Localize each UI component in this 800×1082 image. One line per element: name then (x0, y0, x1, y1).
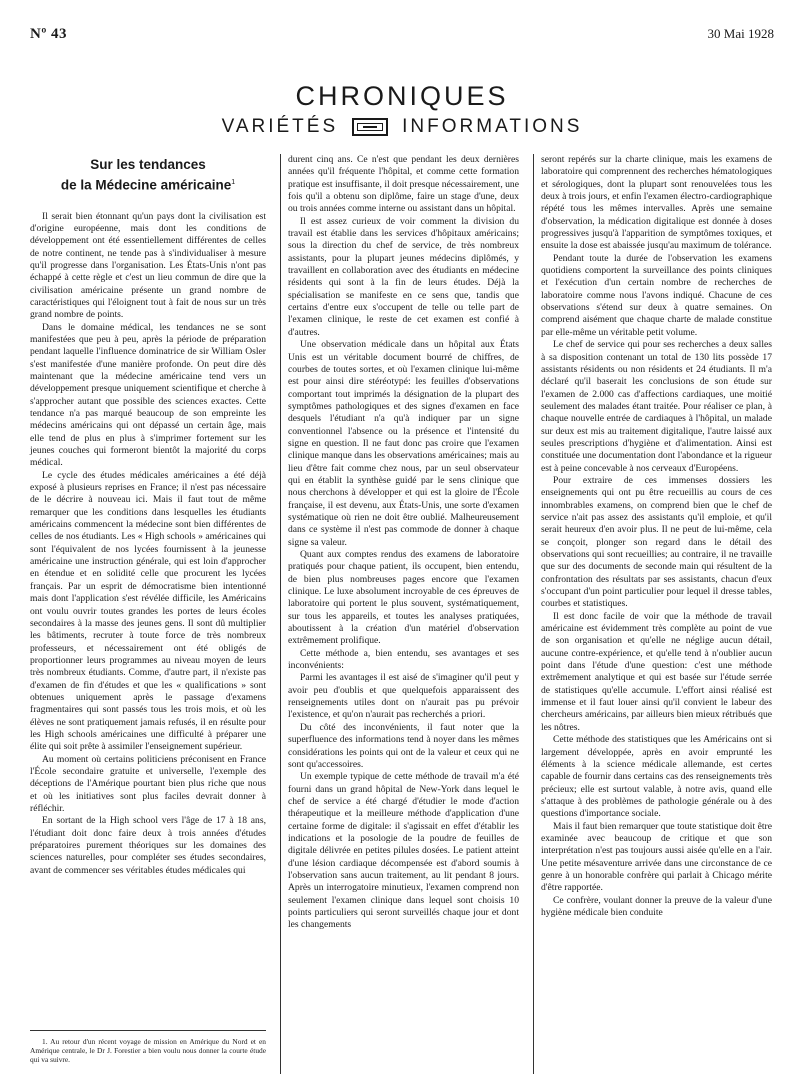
paragraph: seront repérés sur la charte clinique, mais les examens de laboratoire qui comprennent des recherches hématologiques et sérologiques, dont la plupart sont renouvelées tous les deux à trois jours, et enfin l'examen électro-cardiographique répété tous les mêmes intervalles. Après une semaine d'observation, la médication digitalique est donnée à doses progressives jusqu'à l'apparition de symptômes toxiques, et ensuite la dose est abaissée jusqu'au maximum de tolérance. (541, 154, 772, 252)
paragraph: Parmi les avantages il est aisé de s'imaginer qu'il peut y avoir peu d'oublis et que quelquefois apparaissent des renseignements utiles dont on n'aurait pas pu prévoir l'existence, et qu'on n'aurait pas recherchés a priori. (288, 672, 519, 721)
paragraph: Pendant toute la durée de l'observation les examens quotidiens comportent la surveillance des points cliniques et l'exécution d'un certain nombre de recherches de laboratoire comme nous l'avons indiqué. Chacune de ces observations s'étend sur deux à quatre semaines. On comprend aisément que chaque charte de malade constitue par elle-même un véritable petit volume. (541, 252, 772, 338)
paragraph: Pour extraire de ces immenses dossiers les enseignements qui ont pu être recueillis au cours de ces innombrables examens, on comprend bien que le chef de service n'ait pas assez des assistants qu'il emploie, et qu'il serait heureux d'en avoir plus. Il ne peut de lui-même, cela se conçoit, plonger son regard dans le détail des observations qui sont recueillies; au contraire, il ne travaille que sur des documents de seconde main qui résultent de la confrontation des résultats par ses assistants, chacun d'eux s'occupant d'un point particulier pour lequel il dresse tables, courbes et statistiques. (541, 474, 772, 610)
paragraph: Il est assez curieux de voir comment la division du travail est établie dans les services d'hôpitaux américains; sous la direction du chef de service, de très nombreux assistants, pour la plupart jeunes médecins diplômés, y travaillent en collaboration avec des étudiants en médecine résidents qui sont à la fin de leurs études. Déjà la spécialisation se manifeste en ce sens que, tandis que certains d'entre eux s'occupent de telle ou telle part de l'examen clinique, le reste de cet examen est confié à d'autres. (288, 215, 519, 338)
paragraph: Un exemple typique de cette méthode de travail m'a été fourni dans un grand hôpital de New-York dans lequel le chef de service a été chargé d'étudier le mode d'action thérapeutique et la meilleure méthode d'application d'une certaine forme de digitale: il s'agissait en effet d'établir les indications et la posologie de la poudre de feuilles de digitale délivrée en petites pilules dosées. Le patient atteint d'une lésion cardiaque décompensée est d'abord soumis à l'observation sans aucun traitement, au lit pendant 8 jours. Après un interrogatoire minutieux, l'examen comprend non seulement l'examen clinique dans lequel sont choisis 10 points particuliers qui seront surveillés chaque jour et dont les changements (288, 771, 519, 931)
paragraph: Mais il faut bien remarquer que toute statistique doit être examinée avec beaucoup de critique et que son interprétation n'est pas toujours aussi aisée qu'elle en a l'air. Une petite mésaventure arrivée dans une circonstance de ce genre à un honorable confrère qui parlait à Chicago mérite d'être rapportée. (541, 820, 772, 894)
column-3 (533, 154, 772, 1074)
article-body (30, 154, 774, 1074)
article-title-line1: Sur les tendances (90, 157, 206, 172)
masthead-title: CHRONIQUES (295, 81, 509, 111)
masthead-right: INFORMATIONS (402, 116, 583, 137)
page-header (30, 26, 774, 43)
decorative-ornament-icon (352, 118, 388, 136)
paragraph: Quant aux comptes rendus des examens de laboratoire pratiqués pour chaque patient, ils occupent, bien entendu, de bien plus nombreuses pages encore que l'examen clinique. Le luxe absolument incroyable de ces épreuves de laboratoire qui portent le plus souvent, systématiquement, sur tous les appareils, et toutes les analyses pratiquées, aboutissent à la création d'un matériel d'observation extrêmement prolifique. (288, 549, 519, 647)
column-1 (30, 154, 266, 1074)
masthead (30, 81, 774, 138)
paragraph: Le chef de service qui pour ses recherches a deux salles à sa disposition contenant un total de 130 lits possède 17 assistants résidents ou non résidents et 24 étudiants. Il m'a déclaré qu'il baserait les conclusions de son étude sur l'examen de 2.000 cas d'affections cardiaques, une moitié seulement des malades étant traitée. Pour réaliser ce plan, à chaque nouvelle entrée de cardiaques à l'hôpital, un malade sur deux est mis au traitement digitalique, l'autre laissé aux seules prescriptions d'hygiène et d'alimentation. Ainsi est constituée une documentation dont l'abondance et la rigueur est à peine concevable à nos cerveaux d'Européens. (541, 339, 772, 474)
paragraph: Il est donc facile de voir que la méthode de travail américaine est évidemment très complète au point de vue de son organisation et qu'elle ne néglige aucun détail, aucune contre-expérience, et qu'elle tend à n'oublier aucun point dans l'étude d'une question: c'est une méthode extrêmement analytique et qui est basée sur l'étude serrée de statistiques qu'elle accumule. L'effort ainsi réalisé est immense et il faut louer ainsi qu'il convient le labeur des chercheurs américains, par ailleurs bien mieux rétribués que les nôtres. (541, 610, 772, 733)
paragraph: Dans le domaine médical, les tendances ne se sont manifestées que peu à peu, après la période de préparation pendant laquelle l'influence dominatrice de sir William Osler s'est manifestée d'une manière profonde. On peut dire dès maintenant que la médecine américaine tend vers un développement presque uniquement scientifique et cherche à s'approcher autant que possible des sciences exactes. Cette tendance n'a pas marqué beaucoup de son empreinte les médecins américains qui ont dépassé un certain âge, mais elle tend de plus en plus à s'imprimer fortement sur les jeunes couches qui formeront bientôt la majorité du corps médical. (30, 321, 266, 469)
article-title (30, 156, 266, 195)
footnote-marker: 1 (231, 179, 236, 186)
paragraph: Au moment où certains politiciens préconisent en France l'École secondaire gratuite et universelle, l'exemple des déceptions de l'Amérique pourtant bien plus riche que nous et où les initiatives sont plus faciles devrait donner à réfléchir. (30, 753, 266, 814)
paragraph: Le cycle des études médicales américaines a été déjà exposé à plusieurs reprises en France; il n'est pas nécessaire de le décrire à nouveau ici. Mais il faut tout de même remarquer que les conditions dans lesquelles les étudiants américains commencent la médecine sont bien différentes de celles de nos étudiants. Les « High schools » américaines qui sont l'équivalent de nos lycées fournissent à la jeunesse américaine une instruction générale, qui est loin d'approcher en étendue et en solidité celle que procurent les lycées français. Par un esprit de démocratisme bien intentionné mais dont l'application s'est révélée difficile, les Américains ont voulu ouvrir toutes grandes les portes de leurs écoles secondaires à la masse des jeunes gens. Il sont dû multiplier les bâtiments, recruter à toute force de très nombreux professeurs, et nécessairement ont été obligés de proportionner leurs programmes au niveau moyen de leurs très nombreux étudiants. Comme, d'autre part, il n'existe pas d'examen de fin d'études et que les « qualifications » sont obtenues uniquement après le passage d'examens fragmentaires qui sont passés tous les trois mois, et où les élèves ne sont pratiquement jamais refusés, il en résulte pour les High schools américaines une difficulté à préparer une élite qui soit prête à assimiler l'enseignement supérieur. (30, 469, 266, 753)
paragraph: Ce confrère, voulant donner la preuve de la valeur d'une hygiène médicale bien conduite (541, 894, 772, 918)
masthead-left: VARIÉTÉS (221, 116, 339, 137)
paragraph: Du côté des inconvénients, il faut noter que la superfluence des informations tend à noyer dans les mêmes considérations les points qui ont de la valeur et ceux qui ne sont qu'accessoires. (288, 721, 519, 770)
paragraph: Il serait bien étonnant qu'un pays dont la civilisation est d'origine européenne, mais dont les conditions de développement ont été essentiellement différentes de celles de notre continent, ne tende pas à s'individualiser à mesure qu'il progresse dans l'organisation. Les États-Unis n'ont pas échappé à cette règle et c'est un lieu commun de dire que la civilisation américaine présente un grand nombre de caractéristiques qui l'éloignent tout à fait de nous sur un très grand nombre de points. (30, 210, 266, 321)
column-2 (280, 154, 519, 1074)
footnote-text: 1. Au retour d'un récent voyage de mission en Amérique du Nord et en Amérique centrale, le Dr J. Forestier a bien voulu nous donner la courte étude qui va suivre. (30, 1037, 266, 1064)
paragraph: Cette méthode des statistiques que les Américains ont si largement développée, après en avoir emprunté les éléments à la science médicale allemande, est certes capable de fournir dans certains cas des renseignements très précieux; elle est surtout valable, à notre avis, quand elle s'attaque à des problèmes de pathologie générale ou à des questions d'importance sociale. (541, 734, 772, 820)
paragraph: durent cinq ans. Ce n'est que pendant les deux dernières années qu'il fréquente l'hôpital, et comme cette formation pratique est insuffisante, il doit presque nécessairement, une fois qu'il a obtenu son diplôme, faire un stage d'une, deux ou trois années comme interne ou assistant dans un hôpital. (288, 154, 519, 215)
paragraph: Cette méthode a, bien entendu, ses avantages et ses inconvénients: (288, 647, 519, 672)
footnote (30, 1030, 266, 1064)
article-title-line2: de la Médecine américaine (60, 177, 232, 193)
paragraph: Une observation médicale dans un hôpital aux États Unis est un véritable document bourré de chiffres, de courbes de toutes sortes, et où l'examen clinique lui-même est pour ainsi dire stéréotypé: les feuilles d'observations comportant tout imprimés la désignation de la plupart des symptômes pathologiques et des signes d'examen en face desquels l'étudiant n'a qu'à indiquer par un signe conventionnel l'absence ou la présence et l'intensité du signe en question. Il ne faut donc pas croire que l'examen clinique manque dans les observations américaines; mais au lieu d'être fait comme chez nous, par un seul observateur qui en établit la synthèse guidé par le sens clinique que nous cherchons à développer et qui est la gloire de l'École française, il est devenu, aux États-Unis, une sorte d'examen systématique où rien ne doit être oublié. Malheureusement dans ce système il n'est pas commode de donner à chaque signe sa valeur. (288, 339, 519, 548)
masthead-subtitle (30, 116, 774, 138)
issue-number: Nº 43 (30, 26, 68, 42)
issue-date: 30 Mai 1928 (707, 26, 774, 41)
paragraph: En sortant de la High school vers l'âge de 17 à 18 ans, l'étudiant doit donc faire deux à trois années d'études préparatoires purement théoriques sur les domaines des sciences naturelles, pour compléter ses études secondaires, avant de commencer ses véritables études médicales qui (30, 815, 266, 876)
